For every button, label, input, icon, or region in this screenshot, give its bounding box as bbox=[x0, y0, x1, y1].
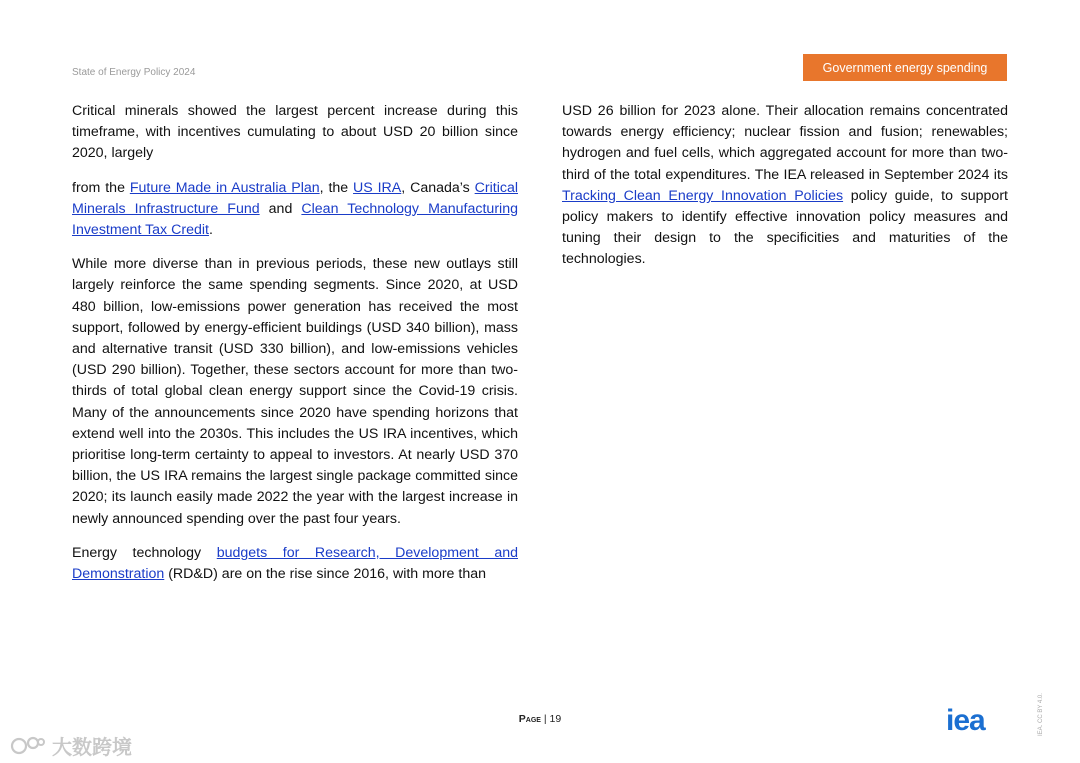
text-segment: Energy technology bbox=[72, 544, 217, 561]
paragraph-spending-segments: While more diverse than in previous periods, these new outlays still largely reinforce the same spending segments. Since 2020, at USD 480 billion, low-emissions power generation has received the most support, followed by energy-efficient buildings (USD 340 billion), mass and alternative transit (USD 330 billion), and low-emissions vehicles (USD 290 billion). Together, these sectors account for more than two-thirds of total global clean energy support since the Covid-19 crisis. Many of the announcements since 2020 have spending horizons that extend well into the 2030s. This includes the US IRA incentives, which prioritise long-term certainty to appeal to investors. At nearly USD 370 billion, the US IRA remains the largest single package committed since 2020; its launch easily made 2022 the year with the largest increase in newly announced spending over the past four years. bbox=[72, 256, 518, 527]
text-segment: and bbox=[259, 200, 302, 217]
watermark bbox=[10, 731, 132, 760]
link-critical-minerals-fund[interactable]: Critical Minerals Infrastructure Fund bbox=[72, 179, 518, 217]
right-column bbox=[562, 101, 1008, 284]
watermark-text: 大数跨境 bbox=[52, 737, 132, 759]
watermark-logo-icon bbox=[10, 736, 46, 756]
text-segment: from the bbox=[72, 179, 130, 196]
paragraph-rdd-budgets bbox=[72, 543, 518, 585]
text-segment: , Canada’s bbox=[401, 179, 475, 196]
page-number-value: 19 bbox=[549, 713, 562, 725]
running-header-title: State of Energy Policy 2024 bbox=[72, 67, 196, 78]
text-segment: policy guide, to support policy makers to identify effective innovation policy measures and tuning their design to the specificities and maturities of the technologies. bbox=[562, 187, 1008, 268]
section-tag: Government energy spending bbox=[803, 54, 1007, 81]
page-label: Page bbox=[518, 713, 541, 725]
link-rdd-budgets[interactable]: budgets for Research, Development and Demonstration bbox=[72, 544, 518, 583]
text-segment: , the bbox=[319, 179, 354, 196]
text-segment: . bbox=[208, 222, 213, 239]
iea-logo: iea bbox=[946, 704, 985, 737]
page-separator: | bbox=[540, 713, 550, 725]
paragraph-rdd-allocation bbox=[562, 101, 1008, 271]
link-us-ira[interactable]: US IRA bbox=[353, 179, 402, 196]
page-number bbox=[0, 713, 1080, 725]
text-segment: (RD&D) are on the rise since 2016, with more than bbox=[164, 566, 486, 583]
link-clean-tech-tax-credit[interactable]: Clean Technology Manufacturing Investment Tax Credit bbox=[72, 200, 518, 239]
paragraph-critical-minerals: Critical minerals showed the largest percent increase during this timeframe, with incentives cumulating to about USD 20 billion since 2020, largely bbox=[72, 103, 518, 162]
paragraph-incentive-programs bbox=[72, 178, 518, 242]
text-segment: USD 26 billion for 2023 alone. Their allocation remains concentrated towards energy efficiency; nuclear fission and fusion; renewables; hydrogen and fuel cells, which aggregated account for more than two-third of the total expenditures. The IEA released in September 2024 its bbox=[562, 103, 1008, 183]
link-tracking-innovation-policies[interactable]: Tracking Clean Energy Innovation Policies bbox=[562, 187, 844, 204]
link-future-made-in-australia[interactable]: Future Made in Australia Plan bbox=[129, 179, 320, 196]
left-column bbox=[72, 101, 518, 598]
license-text: IEA. CC BY 4.0. bbox=[1038, 693, 1044, 736]
